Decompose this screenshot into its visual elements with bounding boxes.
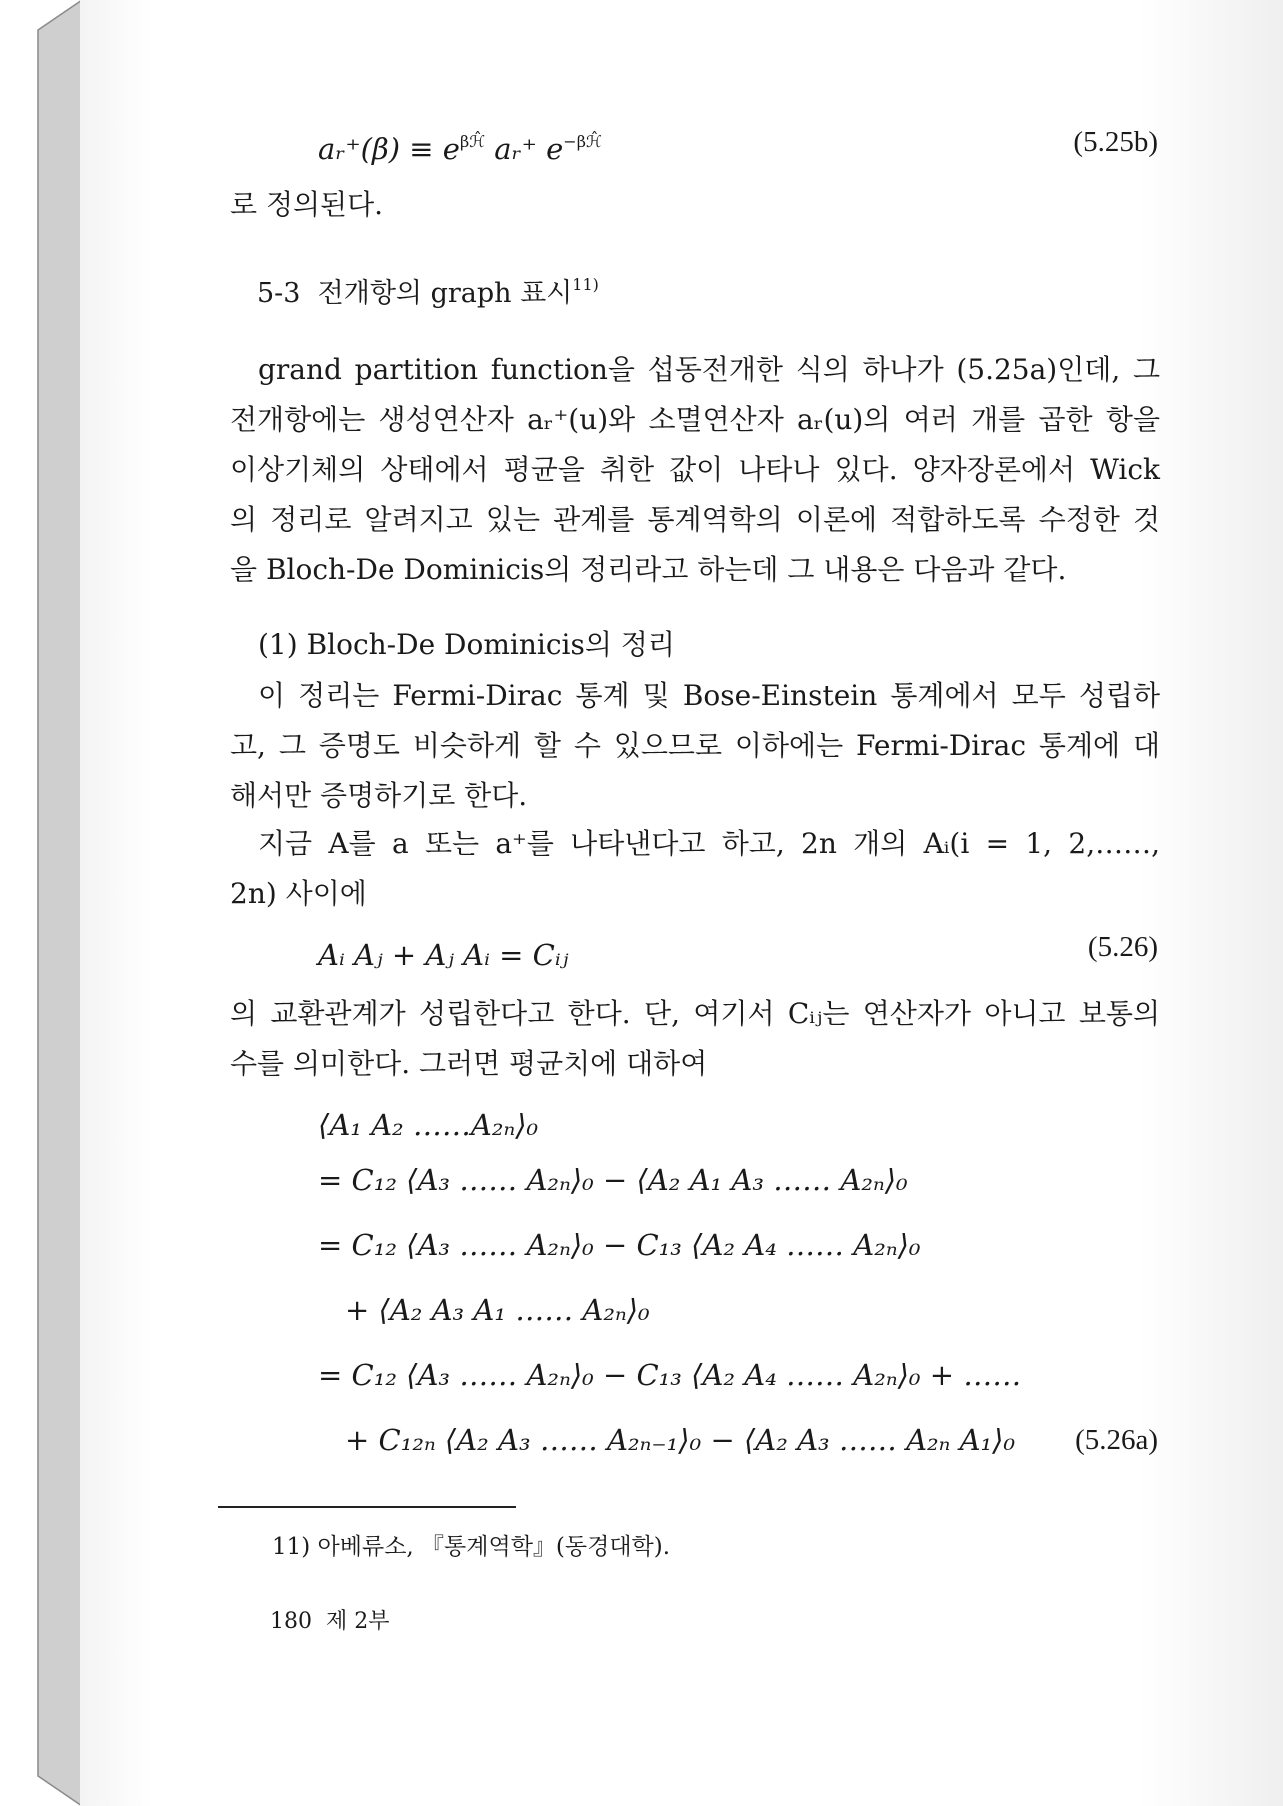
eq-526a-line-6: + C₁₂ₙ ⟨A₂ A₃ …… A₂ₙ₋₁⟩₀ − ⟨A₂ A₃ …… A₂ₙ A₁⟩₀ (345, 1423, 1016, 1457)
eq-525b-exponent-1: βℋ̂ (459, 132, 486, 151)
page-footer (270, 1605, 390, 1639)
equation-5-26: Aᵢ Aⱼ + Aⱼ Aᵢ = Cᵢⱼ (318, 938, 569, 972)
eq-525b-exponent-2: −βℋ̂ (563, 132, 602, 151)
para2-line-3: 해서만 증명하기로 한다. (230, 779, 528, 812)
para4-line-1: 의 교환관계가 성립한다고 한다. 단, 여기서 Cᵢⱼ는 연산자가 아니고 보통의 (230, 997, 1160, 1030)
para4-line-2: 수를 의미한다. 그러면 평균치에 대하여 (230, 1047, 708, 1080)
equation-number-5-26: (5.26) (1087, 931, 1158, 963)
equation-5-25b (318, 125, 602, 166)
page-number: 180 (270, 1609, 312, 1634)
para1-line-5: 을 Bloch-De Dominicis의 정리라고 하는데 그 내용은 다음과 같다. (230, 553, 1067, 586)
equation-number-5-25b: (5.25b) (1073, 126, 1158, 158)
eq-526a-line-4: + ⟨A₂ A₃ A₁ …… A₂ₙ⟩₀ (345, 1293, 650, 1327)
eq-526a-line-1: ⟨A₁ A₂ ……A₂ₙ⟩₀ (318, 1108, 539, 1142)
eq-526a-line-3: = C₁₂ ⟨A₃ …… A₂ₙ⟩₀ − C₁₃ ⟨A₂ A₄ …… A₂ₙ⟩₀ (318, 1228, 921, 1262)
section-heading (257, 268, 599, 311)
footnote: 11) 아베류소, 『통계역학』(동경대학). (272, 1534, 671, 1560)
section-footnote-ref: 11) (572, 275, 599, 294)
eq-525b-middle: aᵣ⁺ e (485, 132, 564, 166)
equation-number-5-26a: (5.26a) (1075, 1424, 1158, 1456)
intro-line: 로 정의된다. (230, 188, 384, 221)
para1-line-3: 이상기체의 상태에서 평균을 취한 값이 나타나 있다. 양자장론에서 Wick (230, 453, 1160, 486)
para1-line-1: grand partition function을 섭동전개한 식의 하나가 (5.25a)인데, 그 (258, 353, 1160, 386)
para1-line-4: 의 정리로 알려지고 있는 관계를 통계역학의 이론에 적합하도록 수정한 것 (230, 503, 1161, 536)
eq-526a-line-5: = C₁₂ ⟨A₃ …… A₂ₙ⟩₀ − C₁₃ ⟨A₂ A₄ …… A₂ₙ⟩₀ + …… (318, 1358, 1022, 1392)
eq-526a-line-2: = C₁₂ ⟨A₃ …… A₂ₙ⟩₀ − ⟨A₂ A₁ A₃ …… A₂ₙ⟩₀ (318, 1163, 908, 1197)
para1-line-2: 전개항에는 생성연산자 aᵣ⁺(u)와 소멸연산자 aᵣ(u)의 여러 개를 곱한 항을 (230, 403, 1160, 436)
eq-525b-lhs: aᵣ⁺(β) ≡ e (318, 132, 460, 166)
theorem-title: (1) Bloch-De Dominicis의 정리 (258, 628, 675, 661)
section-title: 전개항의 graph 표시 (317, 278, 573, 309)
para3-line-2: 2n) 사이에 (230, 877, 367, 910)
footnote-rule (218, 1506, 516, 1508)
section-number: 5-3 (257, 278, 301, 309)
para3-line-1: 지금 A를 a 또는 a⁺를 나타낸다고 하고, 2n 개의 Aᵢ(i = 1, 2,……, (258, 827, 1160, 860)
para2-line-2: 고, 그 증명도 비슷하게 할 수 있으므로 이하에는 Fermi-Dirac 통계에 대 (230, 729, 1160, 762)
para2-line-1: 이 정리는 Fermi-Dirac 통계 및 Bose-Einstein 통계에서 모두 성립하 (258, 679, 1160, 712)
page-part-label: 제 2부 (326, 1609, 390, 1634)
